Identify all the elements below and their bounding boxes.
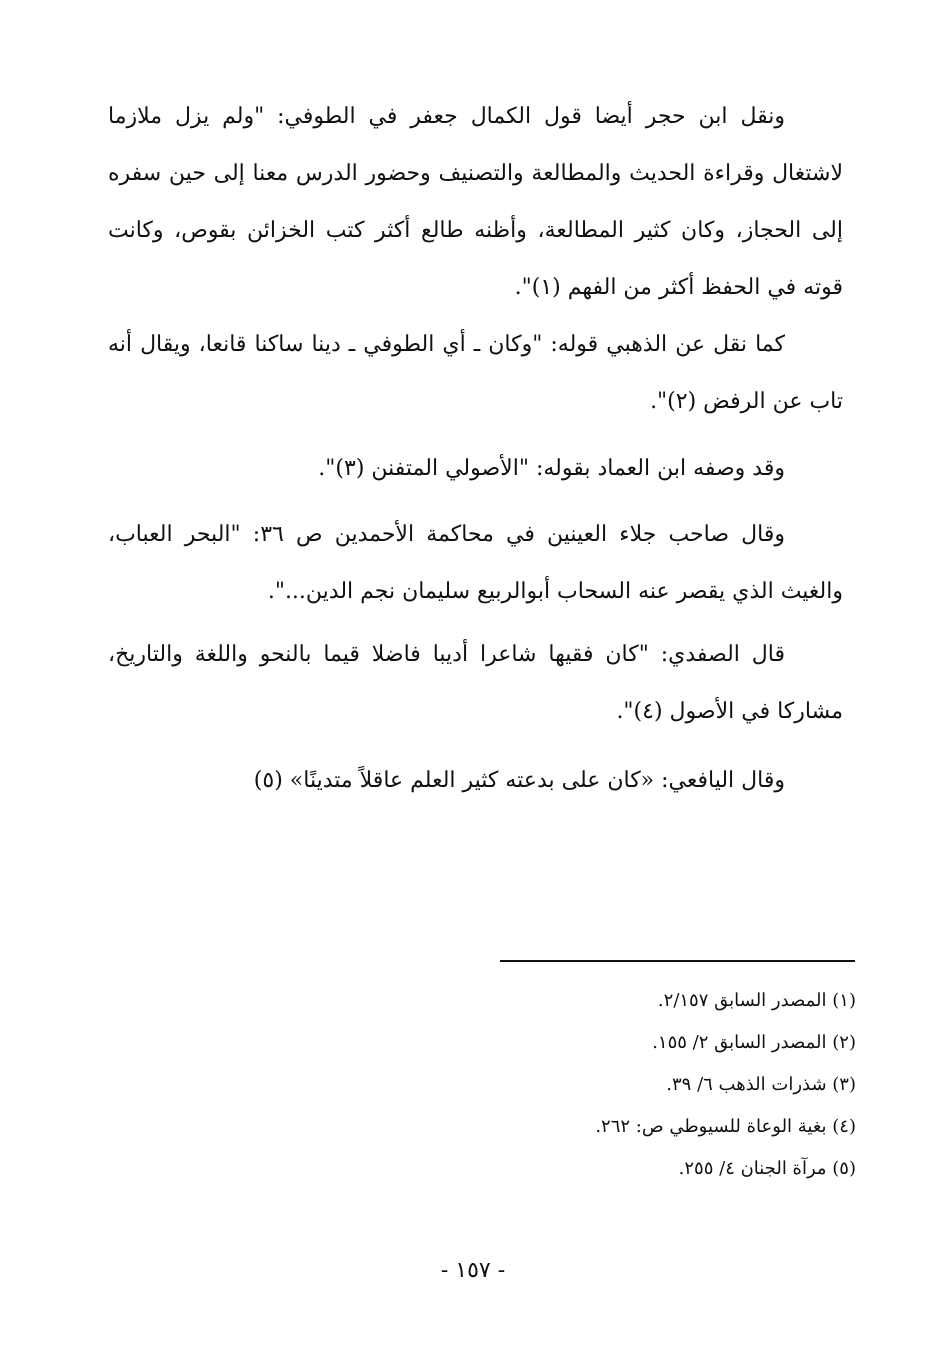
footnote-list [456, 980, 856, 1190]
paragraph-tufi-kamal-jafar: ونقل ابن حجر أيضا قول الكمال جعفر في الطوفي: "ولم يزل ملازما لاشتغال وقراءة الحديث والمطالعة والتصنيف وحضور الدرس معنا إلى حين سفره إلى الحجاز، وكان كثير المطالعة، وأظنه طالع أكثر كتب الخزائن بقوص، وكانت قوته في الحفظ أكثر من الفهم (١)". [108, 104, 843, 300]
footnote-3: (٣) شذرات الذهب ٦/ ٣٩. [666, 1074, 856, 1095]
footnote-divider [500, 960, 855, 962]
footnote-2: (٢) المصدر السابق ٢/ ١٥٥. [652, 1032, 856, 1053]
paragraph-safadi: قال الصفدي: "كان فقيها شاعرا أديبا فاضلا قيما بالنحو واللغة والتاريخ، مشاركا في الأصول (٤)". [108, 642, 843, 724]
paragraph-dhahabi-quote: كما نقل عن الذهبي قوله: "وكان ـ أي الطوفي ـ دينا ساكنا قانعا، ويقال أنه تاب عن الرفض (٢)". [108, 332, 843, 414]
paragraph-yafii: وقال اليافعي: «كان على بدعته كثير العلم عاقلاً متدينًا» (٥) [253, 768, 785, 793]
footnote-1: (١) المصدر السابق ٢/١٥٧. [657, 990, 856, 1011]
page-number: - ١٥٧ - [440, 1258, 506, 1283]
footnote-4: (٤) بغية الوعاة للسيوطي ص: ٢٦٢. [595, 1116, 856, 1137]
footnote-5: (٥) مرآة الجنان ٤/ ٢٥٥. [678, 1158, 856, 1179]
paragraph-ibn-al-imad: وقد وصفه ابن العماد بقوله: "الأصولي المتفنن (٣)". [318, 456, 785, 481]
paragraph-jala-al-aynayn: وقال صاحب جلاء العينين في محاكمة الأحمدين ص ٣٦: "البحر العباب، والغيث الذي يقصر عنه السحاب أبوالربيع سليمان نجم الدين...". [108, 522, 843, 604]
